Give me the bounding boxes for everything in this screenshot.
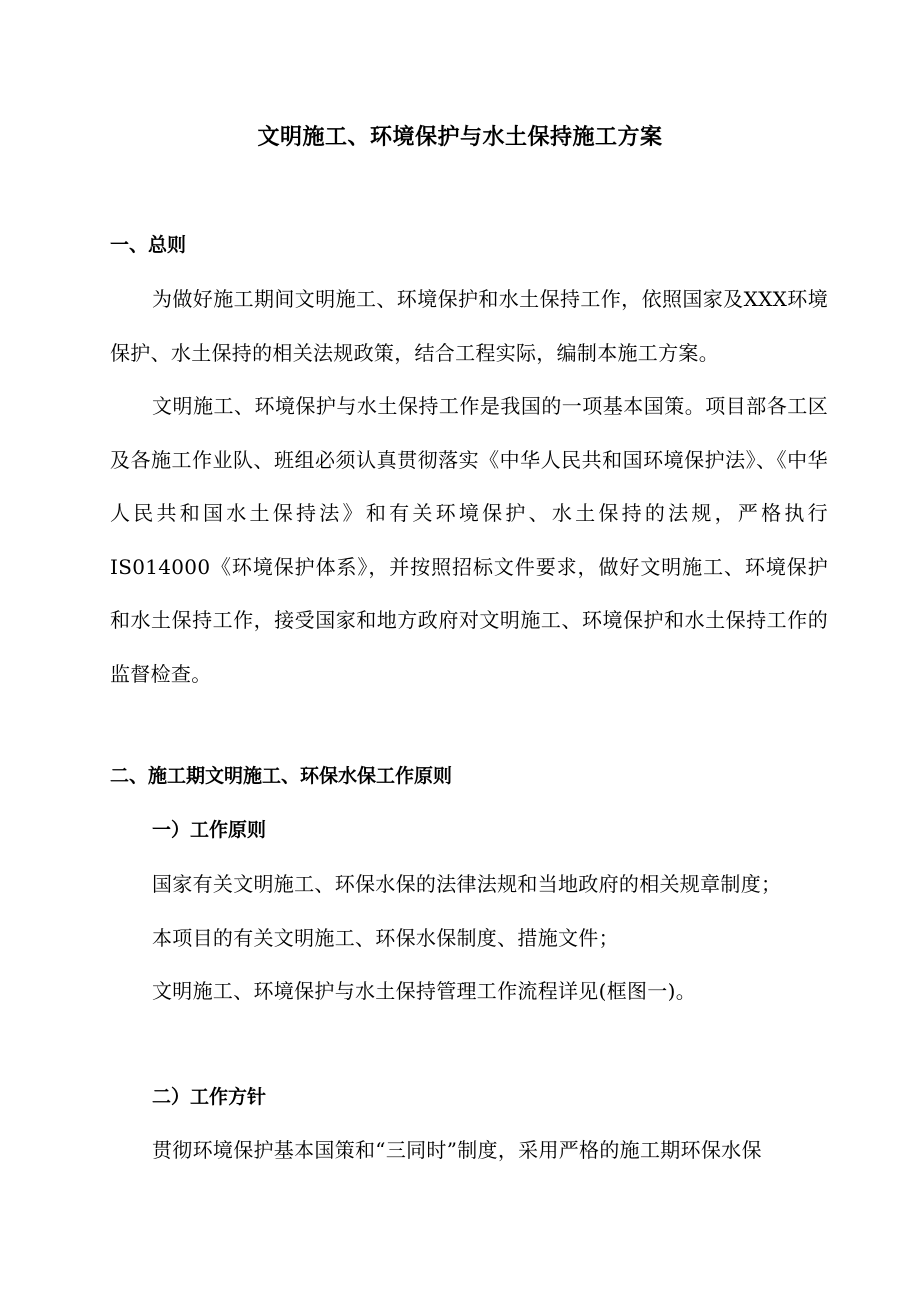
section-heading-general: 一、总则 [110, 234, 187, 256]
document-title: 文明施工、环境保护与水土保持施工方案 [257, 125, 663, 150]
policy-line: 贯彻环境保护基本国策和“三同时”制度，采用严格的施工期环保水保 [152, 1138, 762, 1162]
paragraph-policy: 文明施工、环境保护与水土保持工作是我国的一项基本国策。项目部各工区及各施工作业队、班组必须认真贯彻落实《中华人民共和国环境保护法》、《中华人民共和国水土保持法》和有关环境保护、水土保持的法规，严格执行IS014000《环境保护体系》，并按照招标文件要求，做好文明施工、环境保护和水土保持工作，接受国家和地方政府对文明施工、环境保护和水土保持工作的监督检查。 [110, 394, 828, 686]
paragraph-purpose: 为做好施工期间文明施工、环境保护和水土保持工作，依照国家及XXX环境保护、水土保持的相关法规政策，结合工程实际，编制本施工方案。 [110, 287, 828, 365]
subsection-heading-work-principles: 一）工作原则 [152, 819, 267, 841]
section-heading-principles: 二、施工期文明施工、环保水保工作原则 [110, 765, 453, 787]
subsection-heading-work-policy: 二）工作方针 [152, 1086, 267, 1108]
principle-line: 本项目的有关文明施工、环保水保制度、措施文件； [152, 926, 619, 950]
principle-line: 国家有关文明施工、环保水保的法律法规和当地政府的相关规章制度； [152, 872, 782, 896]
principle-line: 文明施工、环境保护与水土保持管理工作流程详见(框图一)。 [152, 979, 697, 1003]
